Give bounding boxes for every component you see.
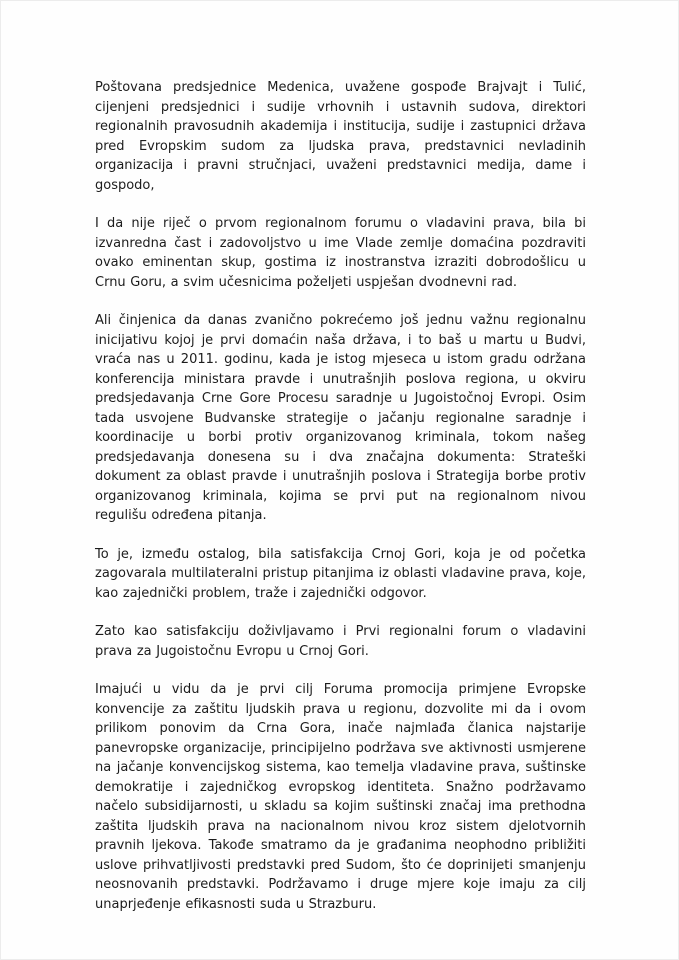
paragraph-salutation: Poštovana predsjednice Medenica, uvažene gospođe Brajvajt i Tulić, cijenjeni predsjednici i sudije vrhovnih i ustavnih sudova, direktori regionalnih pravosudnih akademija i institucija, sudije i zastupnici država pred Evropskim sudom za ljudska prava, predstavnici nevladinih organizacija i pravni stručnjaci, uvaženi predstavnici medija, dame i gospodo, xyxy=(95,80,586,193)
paragraph-welcome: I da nije riječ o prvom regionalnom forumu o vladavini prava, bila bi izvanredna čast i zadovoljstvo u ime Vlade zemlje domaćina pozdraviti ovako eminentan skup, gostima iz inostranstva izraziti dobrodošlicu u Crnu Goru, a svim učesnicima poželjeti uspješan dvodnevni rad. xyxy=(95,216,586,290)
paragraph-initiative-history: Ali činjenica da danas zvanično pokrećemo još jednu važnu regionalnu inicijativu kojoj je prvi domaćin naša država, i to baš u martu u Budvi, vraća nas u 2011. godinu, kada je istog mjeseca u istom gradu održana konferencija ministara pravde i unutrašnjih poslova regiona, u okviru predsjedavanja Crne Gore Procesu saradnje u Jugoistočnoj Evropi. Osim tada usvojene Budvanske strategije o jačanju regionalne saradnje i koordinacije u borbi protiv organizovanog kriminala, tokom našeg predsjedavanja donesena su i dva značajna dokumenta: Strateški dokument za oblast pravde i unutrašnjih poslova i Strategija borbe protiv organizovanog kriminala, kojima se prvi put na regionalnom nivou regulišu određena pitanja. xyxy=(95,313,586,523)
document-body xyxy=(95,78,586,914)
paragraph-satisfaction: To je, između ostalog, bila satisfakcija Crnoj Gori, koja je od početka zagovarala multilateralni pristup pitanjima iz oblasti vladavine prava, koje, kao zajednički problem, traže i zajednički odgovor. xyxy=(95,546,586,601)
paragraph-convention-support: Imajući u vidu da je prvi cilj Foruma promocija primjene Evropske konvencije za zaštitu ljudskih prava u regionu, dozvolite mi da i ovom prilikom ponovim da Crna Gora, inače najmlađa članica najstarije panevropske organizacije, principijelno podržava sve aktivnosti usmjerene na jačanje konvencijskog sistema, kao temelja vladavine prava, suštinske demokratije i zajedničkog evropskog identiteta. Snažno podržavamo načelo subsidijarnosti, u skladu sa kojim suštinski značaj ima prethodna zaštita ljudskih prava na nacionalnom nivou kroz sistem djelotvornih pravnih ljekova. Takođe smatramo da je građanima neophodno približiti uslove prihvatljivosti predstavki pred Sudom, što će doprinijeti smanjenju neosnovanih predstavki. Podržavamo i druge mjere koje imaju za cilj unaprjeđenje efikasnosti suda u Strazburu. xyxy=(95,682,586,912)
paragraph-forum: Zato kao satisfakciju doživljavamo i Prvi regionalni forum o vladavini prava za Jugoistočnu Evropu u Crnoj Gori. xyxy=(95,624,586,659)
